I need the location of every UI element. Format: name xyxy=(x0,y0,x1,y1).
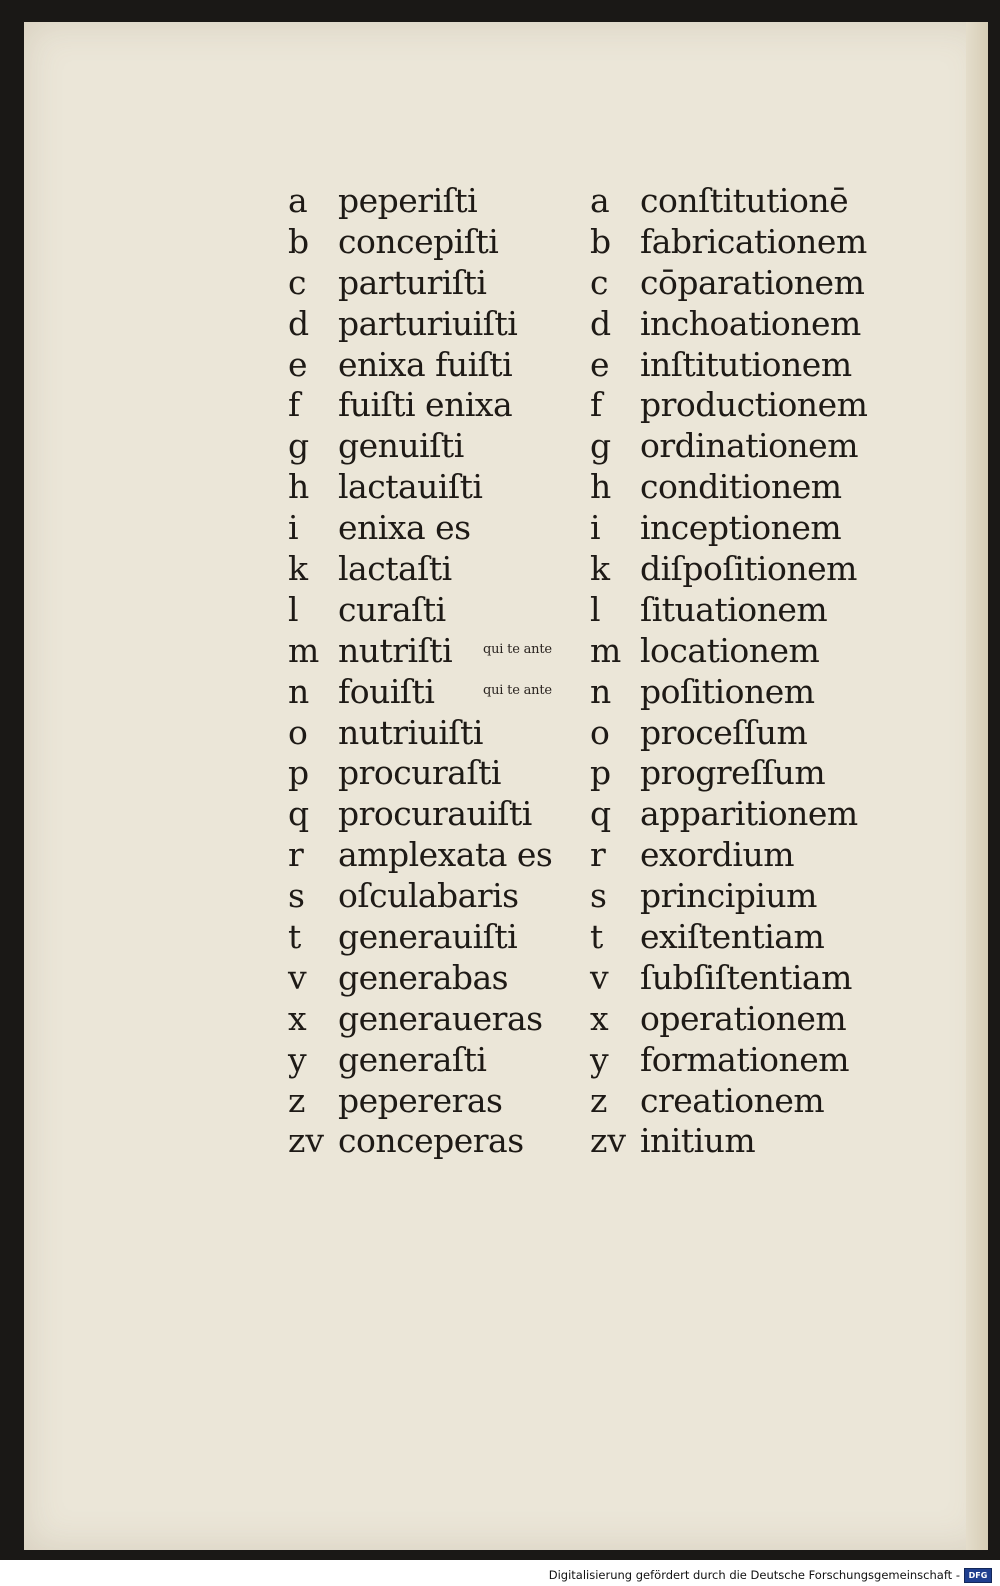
left-letter: h xyxy=(288,467,310,507)
right-word: fabricationem xyxy=(640,221,867,261)
left-word: concepiſti xyxy=(338,221,499,261)
right-letter: p xyxy=(590,753,612,793)
right-letter: g xyxy=(590,426,612,466)
right-word: productionem xyxy=(640,385,868,425)
right-letter: x xyxy=(590,998,609,1038)
left-word: nutriuiſti xyxy=(338,712,483,752)
left-letter: y xyxy=(288,1039,307,1079)
right-letter: zv xyxy=(590,1121,627,1161)
left-letter: i xyxy=(288,508,299,548)
right-letter: q xyxy=(590,794,612,834)
left-word: oſculabaris xyxy=(338,876,519,916)
right-word: proceſſum xyxy=(640,712,808,752)
left-letter: d xyxy=(288,303,310,343)
left-letter: q xyxy=(288,794,310,834)
left-letter: zv xyxy=(288,1121,325,1161)
left-word: parturiſti xyxy=(338,262,487,302)
left-letter: b xyxy=(288,221,310,261)
right-word: formationem xyxy=(640,1039,850,1079)
left-word: conceperas xyxy=(338,1121,524,1161)
left-letter: e xyxy=(288,344,308,384)
left-letter: c xyxy=(288,262,307,302)
left-word: generauiſti xyxy=(338,917,518,957)
right-word: ſituationem xyxy=(640,589,828,629)
left-word: procuraſti xyxy=(338,753,501,793)
left-letter: l xyxy=(288,589,299,629)
left-note: qui te ante xyxy=(483,641,552,657)
left-letter: r xyxy=(288,835,304,875)
right-letter: s xyxy=(590,876,607,916)
left-word: generaſti xyxy=(338,1039,487,1079)
footer xyxy=(549,1566,992,1584)
right-word: locationem xyxy=(640,630,820,670)
right-letter: h xyxy=(590,467,612,507)
left-letter: s xyxy=(288,876,305,916)
left-letter: g xyxy=(288,426,310,466)
right-letter: t xyxy=(590,917,604,957)
right-word: ſubſiſtentiam xyxy=(640,957,852,997)
right-letter: o xyxy=(590,712,610,752)
right-letter: y xyxy=(590,1039,609,1079)
right-letter: d xyxy=(590,303,612,343)
right-word: principium xyxy=(640,876,817,916)
left-word: procurauiſti xyxy=(338,794,532,834)
footer-credit: Digitalisierung gefördert durch die Deutsche Forschungsgemeinschaft - xyxy=(548,1568,960,1582)
right-letter: l xyxy=(590,589,601,629)
right-word: ordinationem xyxy=(640,426,859,466)
left-letter: p xyxy=(288,753,310,793)
left-letter: m xyxy=(288,630,320,670)
right-word: cōparationem xyxy=(640,262,865,302)
left-word: lactaſti xyxy=(338,549,452,589)
left-letter: t xyxy=(288,917,302,957)
right-word: poſitionem xyxy=(640,671,815,711)
right-word: creationem xyxy=(640,1080,825,1120)
right-letter: f xyxy=(590,385,603,425)
left-letter: n xyxy=(288,671,310,711)
right-word: inſtitutionem xyxy=(640,344,852,384)
left-word: pepereras xyxy=(338,1080,503,1120)
left-note: qui te ante xyxy=(483,682,552,698)
right-word: diſpoſitionem xyxy=(640,549,857,589)
left-letter: k xyxy=(288,549,308,589)
right-letter: z xyxy=(590,1080,608,1120)
left-word: amplexata es xyxy=(338,835,553,875)
left-word: enixa es xyxy=(338,508,471,548)
left-word: genuiſti xyxy=(338,426,464,466)
right-word: inchoationem xyxy=(640,303,861,343)
left-word: lactauiſti xyxy=(338,467,483,507)
left-letter: f xyxy=(288,385,301,425)
right-letter: r xyxy=(590,835,606,875)
right-letter: m xyxy=(590,630,622,670)
right-word: exordium xyxy=(640,835,795,875)
right-letter: n xyxy=(590,671,612,711)
right-word: operationem xyxy=(640,998,847,1038)
page-edge xyxy=(966,22,988,1550)
right-letter: v xyxy=(590,957,609,997)
left-word: fuiſti enixa xyxy=(338,385,513,425)
left-word: curaſti xyxy=(338,589,446,629)
right-word: inceptionem xyxy=(640,508,842,548)
right-letter: b xyxy=(590,221,612,261)
left-word: enixa fuiſti xyxy=(338,344,513,384)
left-letter: v xyxy=(288,957,307,997)
left-word: fouiſti xyxy=(338,671,435,711)
left-word: generabas xyxy=(338,957,509,997)
right-letter: k xyxy=(590,549,610,589)
left-letter: a xyxy=(288,181,308,220)
left-letter: x xyxy=(288,998,307,1038)
right-word: conſtitutionē xyxy=(640,181,849,220)
right-word: conditionem xyxy=(640,467,842,507)
right-letter: i xyxy=(590,508,601,548)
right-word: apparitionem xyxy=(640,794,858,834)
right-word: progreſſum xyxy=(640,753,826,793)
right-letter: e xyxy=(590,344,610,384)
right-word: initium xyxy=(640,1121,756,1161)
left-letter: z xyxy=(288,1080,306,1120)
right-letter: a xyxy=(590,181,610,220)
right-word: exiſtentiam xyxy=(640,917,825,957)
left-word: generaueras xyxy=(338,998,543,1038)
left-letter: o xyxy=(288,712,308,752)
left-word: nutriſti xyxy=(338,630,453,670)
left-word: peperiſti xyxy=(338,181,478,220)
dfg-logo: DFG xyxy=(964,1568,992,1583)
left-word: parturiuiſti xyxy=(338,303,518,343)
right-letter: c xyxy=(590,262,609,302)
